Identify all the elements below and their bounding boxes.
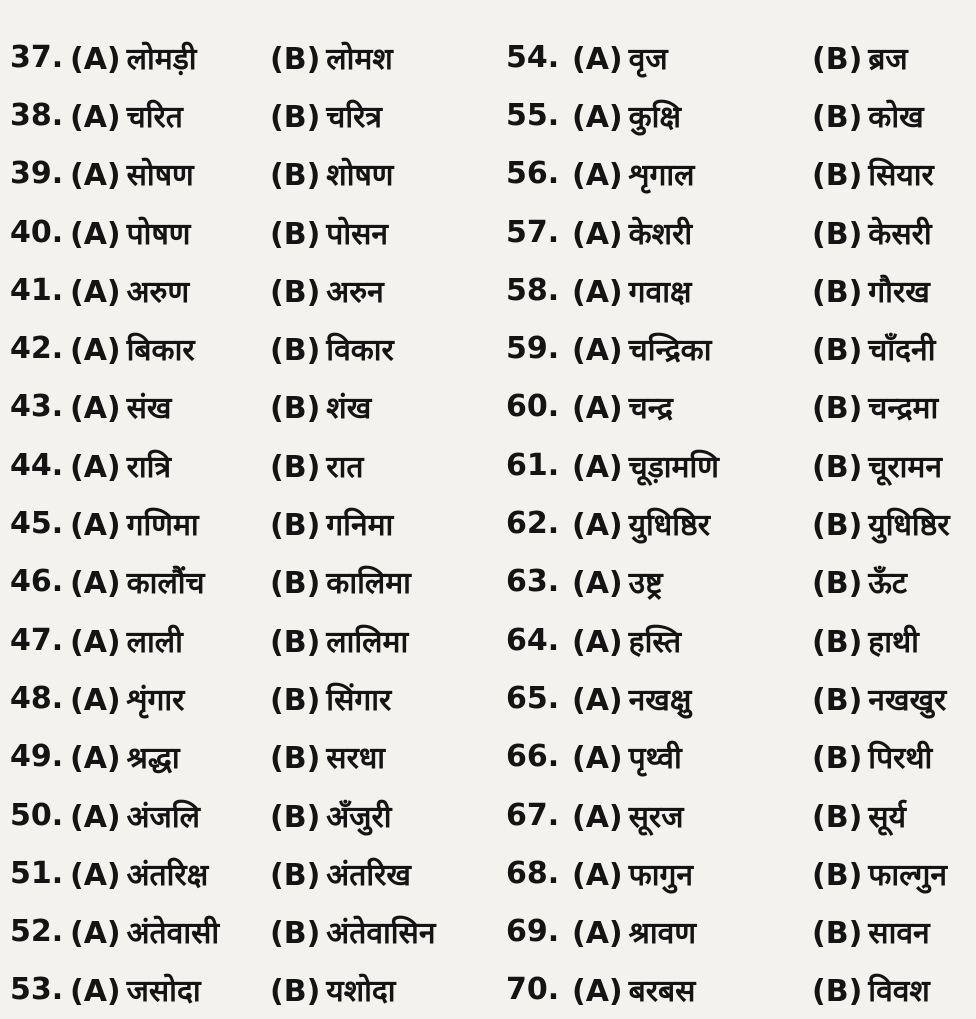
option-b-word: कोख bbox=[868, 99, 924, 135]
option-a-label: (A) bbox=[572, 682, 623, 718]
option-b-label: (B) bbox=[270, 99, 321, 135]
option-b-word: अंतेवासिन bbox=[326, 916, 436, 952]
option-a-label: (A) bbox=[572, 508, 623, 544]
question-number: 52. bbox=[10, 914, 64, 950]
question-number: 70. bbox=[506, 972, 560, 1008]
option-a-label: (A) bbox=[70, 274, 121, 310]
option-b-word: शंख bbox=[326, 391, 372, 427]
option-a-word: बरबस bbox=[628, 974, 696, 1010]
option-a-label: (A) bbox=[572, 99, 623, 135]
option-b-word: पोसन bbox=[326, 216, 389, 252]
option-a-label: (A) bbox=[70, 41, 121, 77]
option-a-label: (A) bbox=[572, 41, 623, 77]
option-a bbox=[572, 561, 812, 602]
option-b-word: सावन bbox=[868, 916, 930, 952]
option-a-word: लोमड़ी bbox=[126, 41, 197, 77]
option-b bbox=[270, 620, 408, 661]
option-b bbox=[812, 795, 906, 836]
option-a-word: संख bbox=[126, 391, 172, 427]
option-b bbox=[812, 911, 930, 952]
option-a-word: बिकार bbox=[126, 333, 195, 369]
question-number: 65. bbox=[506, 680, 560, 716]
question-row bbox=[10, 261, 480, 319]
option-b-word: अरुन bbox=[326, 274, 384, 310]
option-a-label: (A) bbox=[572, 333, 623, 369]
option-a-label: (A) bbox=[70, 449, 121, 485]
question-number: 62. bbox=[506, 506, 560, 542]
option-a bbox=[70, 270, 270, 311]
option-a-word: पृथ्वी bbox=[628, 741, 682, 777]
question-number: 67. bbox=[506, 797, 560, 833]
question-number: 56. bbox=[506, 156, 560, 192]
question-number: 57. bbox=[506, 214, 560, 250]
question-row bbox=[10, 145, 480, 203]
option-a bbox=[70, 736, 270, 777]
option-a-word: शृगाल bbox=[628, 158, 695, 194]
option-b bbox=[270, 853, 411, 894]
question-row bbox=[506, 669, 972, 727]
option-b bbox=[270, 445, 363, 486]
question-number: 61. bbox=[506, 447, 560, 483]
question-row bbox=[506, 728, 972, 786]
option-a-label: (A) bbox=[572, 741, 623, 777]
option-a-word: सोषण bbox=[126, 158, 194, 194]
option-a bbox=[70, 386, 270, 427]
option-b bbox=[812, 736, 932, 777]
option-b bbox=[812, 95, 924, 136]
option-a-label: (A) bbox=[70, 857, 121, 893]
option-b bbox=[812, 270, 930, 311]
option-a-label: (A) bbox=[70, 391, 121, 427]
left-column bbox=[10, 28, 480, 1019]
question-number: 44. bbox=[10, 447, 64, 483]
option-b-word: विवश bbox=[868, 974, 930, 1010]
option-b-label: (B) bbox=[812, 333, 863, 369]
option-b-label: (B) bbox=[270, 449, 321, 485]
option-a-word: चूड़ामणि bbox=[628, 449, 719, 485]
question-row bbox=[10, 786, 480, 844]
option-b-word: शोषण bbox=[326, 158, 394, 194]
question-row bbox=[10, 203, 480, 261]
option-a-word: वृज bbox=[628, 41, 668, 77]
question-row bbox=[10, 611, 480, 669]
option-b bbox=[812, 445, 942, 486]
option-a bbox=[70, 153, 270, 194]
option-b bbox=[270, 153, 394, 194]
question-number: 46. bbox=[10, 564, 64, 600]
question-row bbox=[10, 28, 480, 86]
option-b-label: (B) bbox=[270, 741, 321, 777]
option-b-word: पिरथी bbox=[868, 741, 933, 777]
question-row bbox=[506, 436, 972, 494]
option-b-label: (B) bbox=[812, 682, 863, 718]
option-a bbox=[572, 37, 812, 78]
question-number: 39. bbox=[10, 156, 64, 192]
question-number: 49. bbox=[10, 739, 64, 775]
option-a-label: (A) bbox=[572, 624, 623, 660]
option-a bbox=[572, 853, 812, 894]
option-a bbox=[572, 95, 812, 136]
option-b bbox=[812, 212, 932, 253]
option-b bbox=[812, 678, 946, 719]
option-b-label: (B) bbox=[270, 974, 321, 1010]
option-b-label: (B) bbox=[270, 41, 321, 77]
option-a bbox=[70, 678, 270, 719]
option-b-label: (B) bbox=[812, 158, 863, 194]
option-a-word: कुक्षि bbox=[628, 99, 681, 135]
option-b-word: अँजुरी bbox=[326, 799, 392, 835]
option-b-label: (B) bbox=[812, 449, 863, 485]
question-row bbox=[506, 203, 972, 261]
option-a-label: (A) bbox=[572, 216, 623, 252]
option-b bbox=[812, 969, 930, 1010]
option-a-word: कालौंच bbox=[126, 566, 205, 602]
option-a bbox=[70, 969, 270, 1010]
option-a-word: हस्ति bbox=[628, 624, 682, 660]
question-row bbox=[506, 378, 972, 436]
question-row bbox=[10, 319, 480, 377]
option-b-word: गौरख bbox=[868, 274, 930, 310]
option-a-word: अंतेवासी bbox=[126, 916, 220, 952]
option-b bbox=[812, 328, 935, 369]
option-b-label: (B) bbox=[812, 974, 863, 1010]
option-a bbox=[70, 445, 270, 486]
option-b-label: (B) bbox=[270, 857, 321, 893]
option-a bbox=[70, 328, 270, 369]
option-a bbox=[70, 853, 270, 894]
option-a-word: श्रावण bbox=[628, 916, 697, 952]
question-number: 41. bbox=[10, 272, 64, 308]
option-a-word: गणिमा bbox=[126, 508, 199, 544]
option-a-word: नखक्षु bbox=[628, 682, 692, 718]
question-row bbox=[506, 145, 972, 203]
option-a bbox=[572, 678, 812, 719]
option-a-word: शृंगार bbox=[126, 682, 185, 718]
option-a-word: चन्द्र bbox=[628, 391, 673, 427]
option-a bbox=[70, 212, 270, 253]
option-b-label: (B) bbox=[270, 274, 321, 310]
option-b bbox=[270, 37, 393, 78]
option-a-label: (A) bbox=[572, 391, 623, 427]
option-b bbox=[812, 561, 907, 602]
option-b bbox=[270, 736, 385, 777]
option-b-word: सरधा bbox=[326, 741, 386, 777]
option-a bbox=[70, 620, 270, 661]
option-b bbox=[270, 503, 393, 544]
question-number: 40. bbox=[10, 214, 64, 250]
option-a-label: (A) bbox=[572, 799, 623, 835]
question-number: 60. bbox=[506, 389, 560, 425]
option-a-word: श्रद्धा bbox=[126, 741, 180, 777]
option-b-label: (B) bbox=[812, 216, 863, 252]
option-b-word: चाँदनी bbox=[868, 333, 936, 369]
option-b bbox=[812, 153, 934, 194]
question-number: 38. bbox=[10, 97, 64, 133]
option-a-word: चन्द्रिका bbox=[628, 333, 712, 369]
question-number: 64. bbox=[506, 622, 560, 658]
option-a-word: केशरी bbox=[628, 216, 693, 252]
option-a bbox=[70, 561, 270, 602]
option-b-word: चूरामन bbox=[868, 449, 942, 485]
option-b bbox=[812, 386, 938, 427]
option-b-label: (B) bbox=[270, 682, 321, 718]
option-a-label: (A) bbox=[70, 974, 121, 1010]
option-b-word: चन्द्रमा bbox=[868, 391, 939, 427]
option-b-word: लोमश bbox=[326, 41, 393, 77]
question-row bbox=[10, 378, 480, 436]
option-a-label: (A) bbox=[70, 333, 121, 369]
question-row bbox=[506, 553, 972, 611]
option-a-word: अंतरिक्ष bbox=[126, 857, 209, 893]
option-b-word: विकार bbox=[326, 333, 394, 369]
option-a bbox=[70, 911, 270, 952]
question-number: 58. bbox=[506, 272, 560, 308]
option-b-label: (B) bbox=[270, 158, 321, 194]
option-a-label: (A) bbox=[70, 216, 121, 252]
option-a-word: पोषण bbox=[126, 216, 191, 252]
option-a bbox=[572, 503, 812, 544]
option-a-word: चरित bbox=[126, 99, 183, 135]
option-b bbox=[270, 270, 384, 311]
question-row bbox=[506, 902, 972, 960]
question-number: 47. bbox=[10, 622, 64, 658]
option-b bbox=[270, 561, 411, 602]
option-b bbox=[270, 969, 396, 1010]
option-a-label: (A) bbox=[70, 624, 121, 660]
option-b-word: चरित्र bbox=[326, 99, 382, 135]
question-row bbox=[506, 786, 972, 844]
right-column bbox=[506, 28, 972, 1019]
option-b bbox=[270, 678, 391, 719]
question-number: 63. bbox=[506, 564, 560, 600]
option-b-word: ऊँट bbox=[868, 566, 907, 602]
option-b bbox=[812, 620, 919, 661]
question-row bbox=[506, 28, 972, 86]
question-row bbox=[10, 436, 480, 494]
option-b-label: (B) bbox=[812, 741, 863, 777]
option-a bbox=[572, 386, 812, 427]
option-a-label: (A) bbox=[572, 974, 623, 1010]
option-b bbox=[270, 795, 392, 836]
option-a-label: (A) bbox=[70, 682, 121, 718]
question-row bbox=[506, 261, 972, 319]
option-b-word: कालिमा bbox=[326, 566, 411, 602]
option-a bbox=[572, 969, 812, 1010]
question-row bbox=[506, 611, 972, 669]
option-b-label: (B) bbox=[812, 391, 863, 427]
option-b bbox=[270, 95, 382, 136]
option-a-label: (A) bbox=[70, 566, 121, 602]
question-row bbox=[506, 844, 972, 902]
option-b-label: (B) bbox=[270, 391, 321, 427]
option-b-label: (B) bbox=[270, 799, 321, 835]
question-number: 55. bbox=[506, 97, 560, 133]
option-b-word: लालिमा bbox=[326, 624, 409, 660]
question-row bbox=[506, 319, 972, 377]
option-b-word: गनिमा bbox=[326, 508, 394, 544]
option-a-word: गवाक्ष bbox=[628, 274, 692, 310]
option-a-label: (A) bbox=[572, 274, 623, 310]
question-row bbox=[10, 669, 480, 727]
option-a bbox=[572, 153, 812, 194]
question-number: 54. bbox=[506, 39, 560, 75]
option-b bbox=[270, 328, 394, 369]
option-b-word: रात bbox=[326, 449, 364, 485]
option-b bbox=[270, 386, 371, 427]
option-b-word: सिंगार bbox=[326, 682, 392, 718]
question-number: 69. bbox=[506, 914, 560, 950]
option-b-word: नखखुर bbox=[868, 682, 947, 718]
option-b-label: (B) bbox=[270, 624, 321, 660]
option-a-word: लाली bbox=[126, 624, 183, 660]
question-number: 68. bbox=[506, 855, 560, 891]
question-number: 53. bbox=[10, 972, 64, 1008]
option-a-label: (A) bbox=[70, 741, 121, 777]
option-b-word: हाथी bbox=[868, 624, 919, 660]
option-a bbox=[572, 620, 812, 661]
option-a bbox=[70, 795, 270, 836]
option-a-label: (A) bbox=[70, 508, 121, 544]
option-b bbox=[812, 503, 950, 544]
question-row bbox=[10, 844, 480, 902]
question-number: 45. bbox=[10, 506, 64, 542]
option-b-label: (B) bbox=[270, 333, 321, 369]
option-b-label: (B) bbox=[270, 916, 321, 952]
option-a-label: (A) bbox=[70, 99, 121, 135]
question-row bbox=[10, 902, 480, 960]
question-number: 48. bbox=[10, 680, 64, 716]
question-number: 51. bbox=[10, 855, 64, 891]
option-b-label: (B) bbox=[812, 857, 863, 893]
option-b-label: (B) bbox=[812, 566, 863, 602]
option-a-label: (A) bbox=[572, 857, 623, 893]
option-a-word: फागुन bbox=[628, 857, 694, 893]
question-row bbox=[10, 961, 480, 1019]
option-a-word: अंजलि bbox=[126, 799, 200, 835]
option-a-label: (A) bbox=[572, 449, 623, 485]
option-a bbox=[70, 503, 270, 544]
option-a bbox=[572, 270, 812, 311]
option-b-word: सियार bbox=[868, 158, 934, 194]
question-number: 37. bbox=[10, 39, 64, 75]
option-b-word: युधिष्ठिर bbox=[868, 508, 950, 544]
option-a bbox=[572, 795, 812, 836]
option-a-label: (A) bbox=[70, 158, 121, 194]
option-b bbox=[270, 212, 388, 253]
option-b-word: अंतरिख bbox=[326, 857, 411, 893]
option-b-word: केसरी bbox=[868, 216, 932, 252]
option-b-word: ब्रज bbox=[868, 41, 908, 77]
option-a bbox=[572, 911, 812, 952]
question-number: 66. bbox=[506, 739, 560, 775]
option-a-label: (A) bbox=[70, 799, 121, 835]
question-row bbox=[10, 553, 480, 611]
option-b-label: (B) bbox=[270, 566, 321, 602]
option-b-word: यशोदा bbox=[326, 974, 396, 1010]
option-b-word: सूर्य bbox=[868, 799, 906, 835]
option-a bbox=[70, 95, 270, 136]
option-b-label: (B) bbox=[812, 99, 863, 135]
option-a-word: उष्ट्र bbox=[628, 566, 663, 602]
option-a-word: जसोदा bbox=[126, 974, 201, 1010]
option-b-label: (B) bbox=[812, 624, 863, 660]
question-row bbox=[10, 728, 480, 786]
option-a bbox=[572, 736, 812, 777]
option-a-word: युधिष्ठिर bbox=[628, 508, 710, 544]
question-row bbox=[506, 961, 972, 1019]
option-b-label: (B) bbox=[270, 508, 321, 544]
option-b bbox=[270, 911, 435, 952]
question-number: 42. bbox=[10, 331, 64, 367]
option-a-word: सूरज bbox=[628, 799, 684, 835]
option-a bbox=[572, 445, 812, 486]
option-a-label: (A) bbox=[572, 916, 623, 952]
option-a-word: रात्रि bbox=[126, 449, 172, 485]
option-a bbox=[572, 328, 812, 369]
option-b-label: (B) bbox=[812, 916, 863, 952]
option-b-label: (B) bbox=[812, 508, 863, 544]
question-row bbox=[506, 86, 972, 144]
option-a-label: (A) bbox=[70, 916, 121, 952]
option-b-label: (B) bbox=[812, 274, 863, 310]
option-a-label: (A) bbox=[572, 566, 623, 602]
question-number: 50. bbox=[10, 797, 64, 833]
option-b-word: फाल्गुन bbox=[868, 857, 948, 893]
option-b bbox=[812, 37, 908, 78]
option-a-word: अरुण bbox=[126, 274, 190, 310]
option-a bbox=[70, 37, 270, 78]
question-number: 43. bbox=[10, 389, 64, 425]
question-row bbox=[10, 86, 480, 144]
option-a-label: (A) bbox=[572, 158, 623, 194]
question-row bbox=[10, 494, 480, 552]
option-b-label: (B) bbox=[812, 799, 863, 835]
question-number: 59. bbox=[506, 331, 560, 367]
option-a bbox=[572, 212, 812, 253]
option-b-label: (B) bbox=[812, 41, 863, 77]
question-row bbox=[506, 494, 972, 552]
option-b-label: (B) bbox=[270, 216, 321, 252]
option-b bbox=[812, 853, 947, 894]
